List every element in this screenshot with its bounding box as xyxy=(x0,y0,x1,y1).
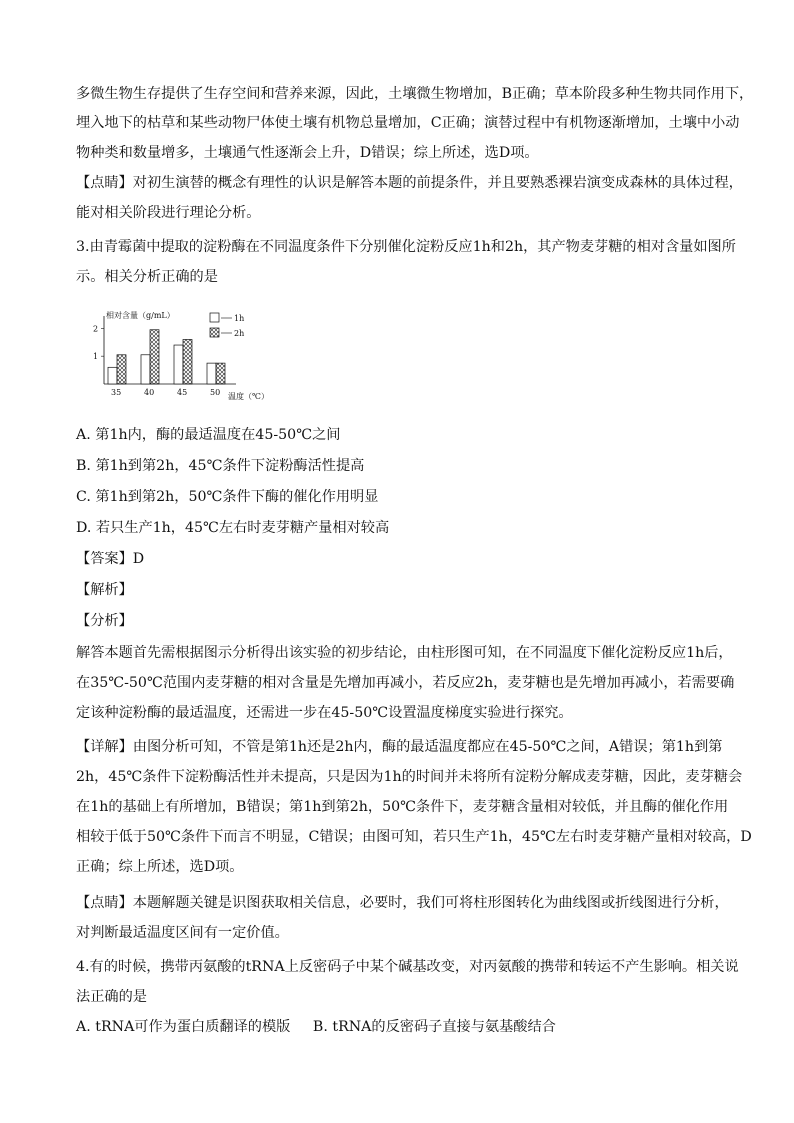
paragraph-line: 埋入地下的枯草和某些动物尸体使土壤有机物总量增加，C正确；演替过程中有机物逐渐增加，土壤中小动 xyxy=(76,115,740,131)
detail-paragraph: 【详解】由图分析可知，不管是第1h还是2h内，酶的最适温度都应在45-50℃之间，A错误；第1h到第 xyxy=(76,739,723,755)
option-d: D. 若只生产1h，45℃左右时麦芽糖产量相对较高 xyxy=(76,520,390,536)
x-tick-label: 50 xyxy=(210,388,221,397)
question-4-options: A. tRNA可作为蛋白质翻译的模版 B. tRNA的反密码子直接与氨基酸结合 xyxy=(76,1019,556,1035)
paragraph-line: 对判断最适温度区间有一定价值。 xyxy=(76,925,289,941)
bar-1h-40 xyxy=(141,355,150,384)
legend-label: 1h xyxy=(234,314,245,323)
legend-label: 2h xyxy=(234,329,245,338)
option-c: C. 第1h到第2h，50℃条件下酶的催化作用明显 xyxy=(76,489,379,505)
x-tick-label: 45 xyxy=(177,388,188,397)
x-axis-label: 温度（℃） xyxy=(228,392,269,401)
y-tick-label: 2 xyxy=(93,324,99,334)
paragraph-line: 定该种淀粉酶的最适温度，还需进一步在45-50℃设置温度梯度实验进行探究。 xyxy=(76,705,573,721)
bar-1h-45 xyxy=(174,345,183,384)
legend-swatch-1h xyxy=(210,313,219,322)
bar-1h-35 xyxy=(108,367,117,384)
x-tick-label: 35 xyxy=(111,388,122,397)
paragraph-line: 正确；综上所述，选D项。 xyxy=(76,859,244,875)
bar-2h-35 xyxy=(117,355,126,384)
bar-chart xyxy=(86,308,286,404)
y-axis-label: 相对含量（g/mL） xyxy=(106,311,175,320)
y-tick-label: 1 xyxy=(93,352,99,362)
bar-2h-40 xyxy=(150,330,159,384)
paragraph-line: 解答本题首先需根据图示分析得出该实验的初步结论，由柱形图可知，在不同温度下催化淀粉反应1h后， xyxy=(76,645,733,661)
bar-2h-45 xyxy=(183,339,192,384)
question-4-stem: 法正确的是 xyxy=(76,989,147,1005)
paragraph-line: 2h，45℃条件下淀粉酶活性并未提高，只是因为1h的时间并未将所有淀粉分解成麦芽糖，因此，麦芽糖会 xyxy=(76,769,743,785)
paragraph-line: 物种类和数量增多，土壤通气性逐渐会上升，D错误；综上所述，选D项。 xyxy=(76,145,539,161)
comment-note: 【点睛】本题解题关键是识图获取相关信息，必要时，我们可将柱形图转化为曲线图或折线图进行分析， xyxy=(76,895,729,911)
comment-note: 【点睛】对初生演替的概念有理性的认识是解答本题的前提条件，并且要熟悉裸岩演变成森林的具体过程， xyxy=(76,175,743,191)
question-3-stem: 3.由青霉菌中提取的淀粉酶在不同温度条件下分别催化淀粉反应1h和2h，其产物麦芽糖的相对含量如图所 xyxy=(76,239,736,255)
paragraph-line: 多微生物生存提供了生存空间和营养来源，因此，土壤微生物增加，B正确；草本阶段多种生物共同作用下， xyxy=(76,86,754,102)
option-b: B. 第1h到第2h，45℃条件下淀粉酶活性提高 xyxy=(76,458,365,474)
paragraph-line: 在35℃-50℃范围内麦芽糖的相对含量是先增加再减小，若反应2h，麦芽糖也是先增加再减小，若需要确 xyxy=(76,675,735,691)
question-3-stem: 示。相关分析正确的是 xyxy=(76,269,218,285)
answer-label: 【答案】D xyxy=(76,551,145,567)
analysis-subheading: 【分析】 xyxy=(76,613,133,629)
question-4-stem: 4.有的时候，携带丙氨酸的tRNA上反密码子中某个碱基改变，对丙氨酸的携带和转运不产生影响。相关说 xyxy=(76,959,739,975)
analysis-heading: 【解析】 xyxy=(76,582,133,598)
x-tick-label: 40 xyxy=(144,388,155,397)
option-a: A. 第1h内，酶的最适温度在45-50℃之间 xyxy=(76,427,341,443)
bar-1h-50 xyxy=(207,363,216,384)
bar-2h-50 xyxy=(216,363,225,384)
paragraph-line: 能对相关阶段进行理论分析。 xyxy=(76,205,261,221)
legend-swatch-2h xyxy=(210,328,219,337)
paragraph-line: 在1h的基础上有所增加，B错误；第1h到第2h，50℃条件下，麦芽糖含量相对较低，并且酶的催化作用 xyxy=(76,799,729,815)
paragraph-line: 相较于低于50℃条件下而言不明显，C错误；由图可知，若只生产1h，45℃左右时麦芽糖产量相对较高，D xyxy=(76,829,752,845)
